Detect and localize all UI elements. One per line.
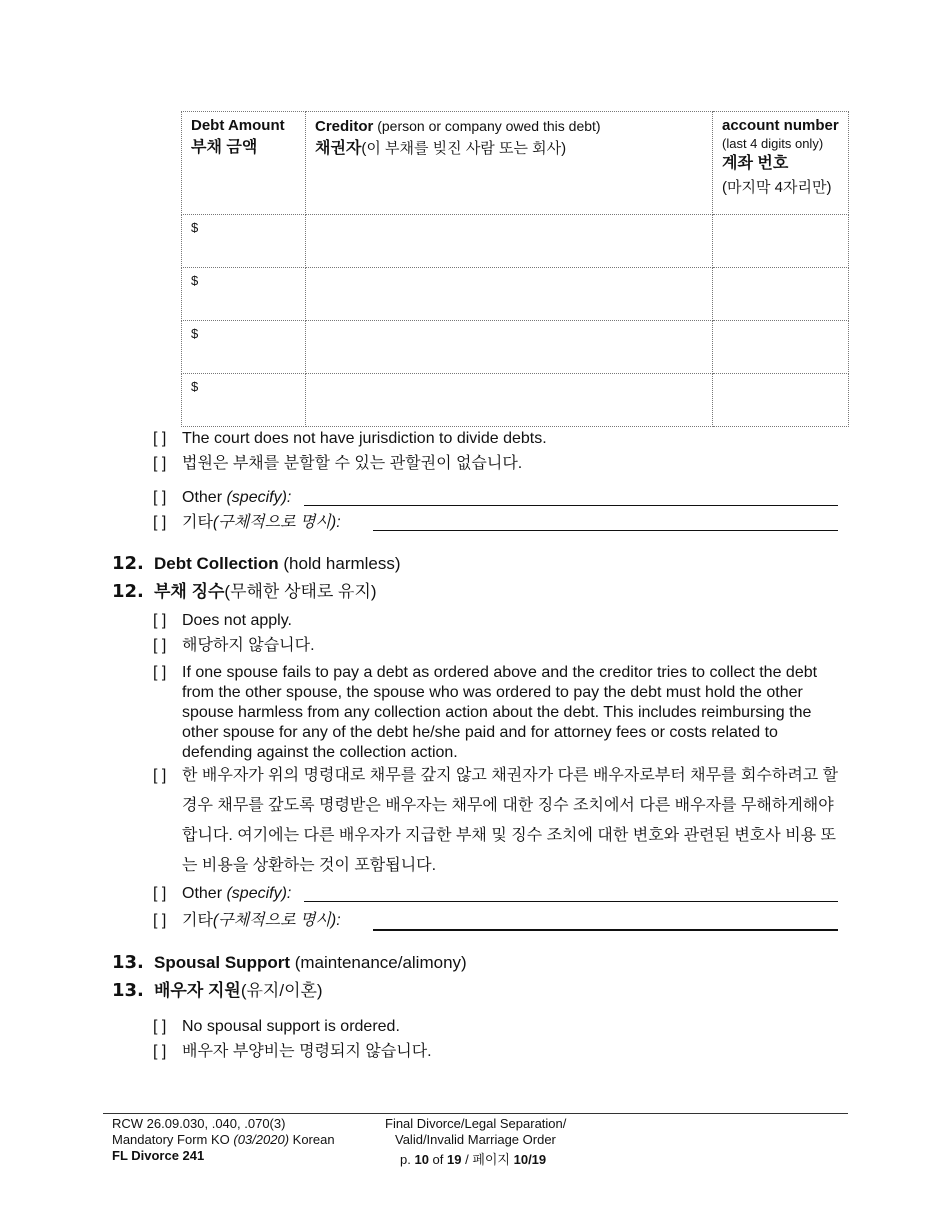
section-12-other-en-fill-line[interactable] <box>304 901 838 902</box>
account-cell[interactable] <box>713 268 849 321</box>
no-jurisdiction-en-checkbox[interactable]: [ ] <box>153 430 167 447</box>
debt-amount-cell[interactable]: $ <box>182 374 306 427</box>
creditor-header <box>306 112 713 215</box>
hold-harmless-ko-text: 한 배우자가 위의 명령대로 채무를 갚지 않고 채권자가 다른 배우자로부터 채무를 회수하려고 할 경우 채무를 갚도록 명령받은 배우자는 채무에 대한 징수 조치에서 다른 배우자를 무해하게해야 합니다. 여기에는 다른 배우자가 지급한 부채 및 징수 조치에 대한 변호와 관련된 변호사 비용 또는 비용을 상환하는 것이 포함됩니다. <box>182 767 839 874</box>
debt-amount-cell[interactable]: $ <box>182 321 306 374</box>
hold-harmless-ko-checkbox[interactable]: [ ] <box>153 767 167 784</box>
hold-harmless-en-checkbox[interactable]: [ ] <box>153 664 167 681</box>
section-12-number-en: 12. <box>112 553 144 574</box>
section-12-number-ko: 12. <box>112 581 144 602</box>
section-12-other-en-checkbox[interactable]: [ ] <box>153 885 167 902</box>
account-label-en: account number <box>722 117 839 134</box>
other-ko-label: 기타(구체적으로 명시): <box>182 514 341 531</box>
creditor-cell[interactable] <box>306 268 713 321</box>
creditor-cell[interactable] <box>306 374 713 427</box>
account-label-ko: 계좌 번호 <box>722 155 789 172</box>
footer-mandatory-form: Mandatory Form KO (03/2020) Korean <box>112 1132 335 1147</box>
other-ko-fill-line[interactable] <box>373 530 838 531</box>
creditor-cell[interactable] <box>306 215 713 268</box>
debt-amount-cell[interactable]: $ <box>182 215 306 268</box>
debt-amount-label-ko: 부채 금액 <box>191 139 258 156</box>
creditor-desc-en: (person or company owed this debt) <box>373 118 601 134</box>
section-12-title-ko: 부채 징수(무해한 상태로 유지) <box>154 582 377 601</box>
section-12-other-ko-checkbox[interactable]: [ ] <box>153 912 167 929</box>
no-jurisdiction-ko-text: 법원은 부채를 분할할 수 있는 관할권이 없습니다. <box>182 455 523 472</box>
no-support-en-text: No spousal support is ordered. <box>182 1018 400 1035</box>
footer-page-number: p. 10 of 19 / 페이지 10/19 <box>400 1152 547 1167</box>
account-cell[interactable] <box>713 215 849 268</box>
table-row <box>182 268 849 321</box>
section-12-other-ko-label: 기타(구체적으로 명시): <box>182 912 341 929</box>
does-not-apply-en-checkbox[interactable]: [ ] <box>153 612 167 629</box>
footer-title-line1: Final Divorce/Legal Separation/ <box>385 1116 567 1131</box>
other-ko-checkbox[interactable]: [ ] <box>153 514 167 531</box>
account-cell[interactable] <box>713 374 849 427</box>
other-en-checkbox[interactable]: [ ] <box>153 489 167 506</box>
does-not-apply-ko-checkbox[interactable]: [ ] <box>153 637 167 654</box>
table-row <box>182 374 849 427</box>
account-number-header <box>713 112 849 215</box>
no-jurisdiction-en-text: The court does not have jurisdiction to divide debts. <box>182 430 547 447</box>
account-note-en: (last 4 digits only) <box>722 136 824 151</box>
creditor-label-en: Creditor <box>315 118 374 135</box>
does-not-apply-en-text: Does not apply. <box>182 612 292 629</box>
footer-form-id: FL Divorce 241 <box>112 1148 205 1163</box>
section-13-title-ko: 배우자 지원(유지/이혼) <box>154 981 323 1000</box>
table-row <box>182 215 849 268</box>
section-13-title-en: Spousal Support (maintenance/alimony) <box>154 953 467 972</box>
no-support-ko-text: 배우자 부양비는 명령되지 않습니다. <box>182 1043 432 1060</box>
creditor-label-ko: 채권자 <box>315 140 362 157</box>
no-support-ko-checkbox[interactable]: [ ] <box>153 1043 167 1060</box>
section-12-other-ko-fill-line[interactable] <box>373 929 838 931</box>
does-not-apply-ko-text: 해당하지 않습니다. <box>182 637 315 654</box>
no-support-en-checkbox[interactable]: [ ] <box>153 1018 167 1035</box>
account-note-ko: (마지막 4자리만) <box>722 179 832 196</box>
section-12-title-en: Debt Collection (hold harmless) <box>154 554 401 573</box>
debt-amount-label-en: Debt Amount <box>191 117 285 134</box>
debt-table-header-row <box>182 112 849 215</box>
hold-harmless-en-text: If one spouse fails to pay a debt as ordered above and the creditor tries to collect the debt from the other spouse, the spouse who was ordered to pay the debt must hold the other spouse harmless from any collection action about the debt. This includes reimbursing the other spouse for any of the debt he/she paid and for attorney fees or costs related to defending against the collection action. <box>182 664 818 761</box>
other-en-fill-line[interactable] <box>304 505 838 506</box>
footer-divider <box>103 1113 848 1114</box>
other-en-label: Other (specify): <box>182 489 292 506</box>
creditor-desc-ko: (이 부채를 빚진 사람 또는 회사) <box>361 140 567 157</box>
section-12-other-en-label: Other (specify): <box>182 885 292 902</box>
debt-table <box>181 111 849 427</box>
debt-amount-cell[interactable]: $ <box>182 268 306 321</box>
section-13-number-ko: 13. <box>112 980 144 1001</box>
section-13-number-en: 13. <box>112 952 144 973</box>
footer-title-line2: Valid/Invalid Marriage Order <box>395 1132 556 1147</box>
creditor-cell[interactable] <box>306 321 713 374</box>
no-jurisdiction-ko-checkbox[interactable]: [ ] <box>153 455 167 472</box>
debt-amount-header <box>182 112 306 215</box>
table-row <box>182 321 849 374</box>
footer-rcw: RCW 26.09.030, .040, .070(3) <box>112 1116 286 1131</box>
account-cell[interactable] <box>713 321 849 374</box>
